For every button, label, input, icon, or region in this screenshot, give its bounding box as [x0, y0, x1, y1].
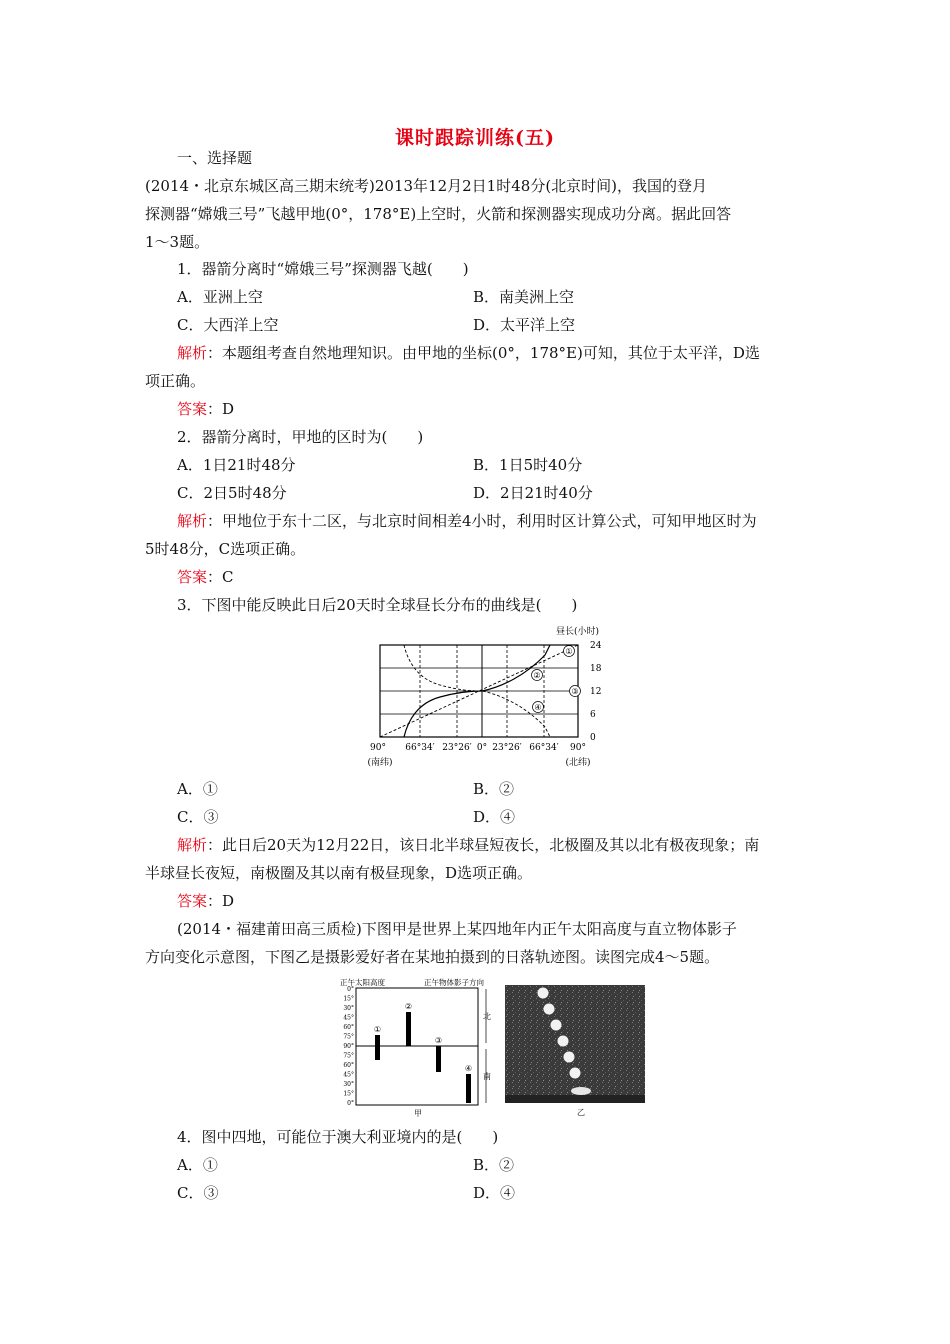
q3-stem: 3．下图中能反映此日后20天时全球昼长分布的曲线是( )	[177, 596, 578, 614]
svg-text:①: ①	[565, 647, 573, 656]
caption-jia: 甲	[414, 1109, 422, 1118]
q2-option-d: D．2日21时40分	[473, 484, 593, 502]
y-tick: 0	[590, 733, 596, 743]
south-label: 南	[483, 1072, 491, 1081]
bar-3	[436, 1046, 441, 1072]
curve-label-1	[564, 646, 575, 657]
x-tick: 66°34′	[529, 743, 559, 753]
svg-text:15°: 15°	[343, 1090, 354, 1098]
svg-text:15°: 15°	[343, 995, 354, 1003]
q3-option-a: A．①	[177, 780, 218, 798]
plot-frame	[356, 988, 478, 1105]
analysis-label: 解析	[177, 344, 208, 362]
svg-text:75°: 75°	[343, 1052, 354, 1060]
q1-option-c: C．大西洋上空	[177, 316, 279, 334]
answer-label: 答案	[177, 400, 208, 418]
q2-analysis-line1	[177, 511, 847, 531]
y-tick: 6	[590, 710, 596, 720]
q2-stem: 2．器箭分离时，甲地的区时为( )	[177, 428, 424, 446]
curve-label-4	[533, 702, 544, 713]
x-tick: 23°26′	[492, 743, 522, 753]
svg-text:90°: 90°	[343, 1043, 354, 1050]
answer-text: ：D	[207, 892, 235, 910]
q3-analysis-line1	[177, 835, 847, 855]
answer-label: 答案	[177, 568, 208, 586]
section-heading: 一、选择题	[177, 149, 253, 167]
bar-label-1: ①	[373, 1025, 382, 1034]
answer-text: ：C	[207, 568, 234, 586]
curve-label-2	[532, 670, 543, 681]
q4-option-d: D．④	[473, 1184, 516, 1202]
figure-y-label: 昼长(小时)	[556, 627, 600, 637]
sun-position	[564, 1052, 575, 1063]
caption-yi: 乙	[577, 1108, 585, 1117]
q3-option-d: D．④	[473, 808, 516, 826]
y-tick: 24	[590, 641, 602, 651]
bar-label-2: ②	[404, 1002, 413, 1011]
sunset-photo	[505, 985, 645, 1120]
bar-4	[466, 1074, 471, 1103]
intro1-line1: (2014・北京东城区高三期末统考)2013年12月2日1时48分(北京时间)，我国的登月	[145, 177, 708, 195]
svg-text:④: ④	[534, 703, 542, 712]
svg-text:60°: 60°	[343, 1024, 354, 1031]
q3-answer	[177, 891, 847, 911]
svg-text:0°: 0°	[347, 1100, 354, 1107]
north-label: 北	[483, 1012, 491, 1021]
svg-text:②: ②	[533, 671, 541, 680]
y-tick: 12	[590, 687, 602, 697]
q2-option-b: B．1日5时40分	[473, 456, 583, 474]
svg-text:30°: 30°	[343, 1005, 354, 1012]
setting-sun	[571, 1087, 591, 1095]
q1-answer	[177, 399, 847, 419]
q1-stem: 1．器箭分离时“嫦娥三号”探测器飞越( )	[177, 260, 469, 278]
q1-analysis-line1	[177, 343, 847, 363]
sun-position	[551, 1020, 562, 1031]
sun-position	[538, 988, 549, 999]
intro2-line1: (2014・福建莆田高三质检)下图甲是世界上某四地年内正午太阳高度与直立物体影子	[177, 920, 737, 938]
sun-position	[544, 1004, 555, 1015]
answer-label: 答案	[177, 892, 208, 910]
analysis-label: 解析	[177, 836, 208, 854]
answer-text: ：D	[207, 400, 235, 418]
q1-option-b: B．南美洲上空	[473, 288, 575, 306]
intro1-line3: 1～3题。	[145, 233, 210, 251]
right-title: 正午物体影子方向	[424, 978, 484, 987]
q4-option-b: B．②	[473, 1156, 515, 1174]
intro2-line2: 方向变化示意图，下图乙是摄影爱好者在某地拍摄到的日落轨迹图。读图完成4～5题。	[145, 948, 720, 966]
q4-option-a: A．①	[177, 1156, 218, 1174]
x-tick: 66°34′	[405, 743, 435, 753]
svg-text:45°: 45°	[343, 1071, 354, 1079]
q1-option-a: A．亚洲上空	[177, 288, 263, 306]
solar-altitude-figure	[338, 975, 500, 1120]
q3-option-b: B．②	[473, 780, 515, 798]
svg-text:0°: 0°	[347, 986, 354, 993]
y-tick: 18	[590, 664, 602, 674]
photo-background	[505, 985, 645, 1103]
page-title: 课时跟踪训练(五)	[395, 127, 555, 149]
svg-text:30°: 30°	[343, 1081, 354, 1088]
sun-position	[570, 1068, 581, 1079]
x-tick: 0°	[476, 743, 488, 753]
bar-label-4: ④	[464, 1064, 473, 1073]
q2-answer	[177, 567, 847, 587]
north-label: (北纬)	[565, 758, 591, 768]
q4-stem: 4．图中四地，可能位于澳大利亚境内的是( )	[177, 1128, 499, 1146]
q1-analysis-line2: 项正确。	[145, 372, 206, 390]
q1-option-d: D．太平洋上空	[473, 316, 576, 334]
bar-2	[406, 1012, 411, 1046]
south-label: (南纬)	[367, 758, 393, 768]
svg-text:60°: 60°	[343, 1062, 354, 1069]
bar-label-3: ③	[434, 1036, 443, 1045]
x-tick: 90°	[570, 743, 586, 753]
analysis-text: ：此日后20天为12月22日，该日北半球昼短夜长，北极圈及其以北有极夜现象；南	[207, 836, 760, 854]
q2-option-a: A．1日21时48分	[177, 456, 296, 474]
bar-1	[375, 1035, 380, 1060]
x-tick: 90°	[370, 743, 386, 753]
q2-option-c: C．2日5时48分	[177, 484, 287, 502]
left-title: 正午太阳高度	[340, 978, 385, 987]
intro1-line2: 探测器“嫦娥三号”飞越甲地(0°，178°E)上空时，火箭和探测器实现成功分离。据此回答	[145, 205, 732, 223]
analysis-label: 解析	[177, 512, 208, 530]
x-tick: 23°26′	[442, 743, 472, 753]
sun-position	[558, 1036, 569, 1047]
svg-text:45°: 45°	[343, 1014, 354, 1022]
y-axis-ticks	[343, 986, 354, 1107]
daylength-figure	[340, 625, 620, 771]
svg-text:③: ③	[571, 687, 579, 696]
q3-analysis-line2: 半球昼长夜短，南极圈及其以南有极昼现象，D选项正确。	[145, 864, 533, 882]
q3-option-c: C．③	[177, 808, 219, 826]
analysis-text: ：本题组考查自然地理知识。由甲地的坐标(0°，178°E)可知，其位于太平洋，D选	[207, 344, 760, 362]
q2-analysis-line2: 5时48分，C选项正确。	[145, 540, 306, 558]
curve-label-3	[570, 686, 581, 697]
photo-horizon	[505, 1095, 645, 1103]
svg-text:75°: 75°	[343, 1033, 354, 1041]
analysis-text: ：甲地位于东十二区，与北京时间相差4小时，利用时区计算公式，可知甲地区时为	[207, 512, 757, 530]
q4-option-c: C．③	[177, 1184, 219, 1202]
